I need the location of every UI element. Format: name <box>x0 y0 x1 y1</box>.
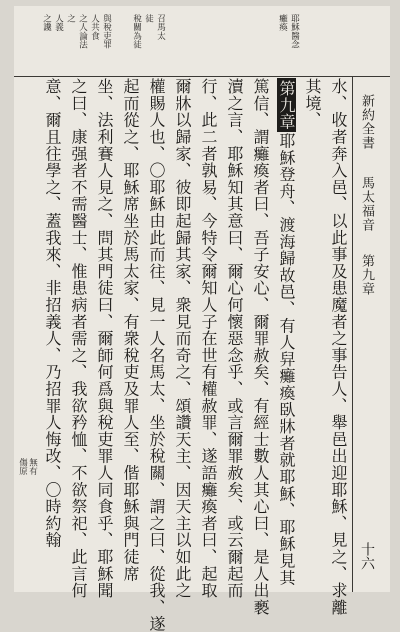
body-line-2: 其境、 <box>303 78 322 129</box>
body-line-8: 權賜人也、〇耶穌由此而往、見一人名馬太、坐於稅關、謂之曰、從我、遂 <box>147 78 166 632</box>
body-line-3: 耶穌登舟、渡海歸故邑、有人舁癱瘓臥牀者就耶穌、耶穌見其 <box>277 132 296 587</box>
note-top-right-1: 耶穌醫念 <box>289 14 300 49</box>
note-top-left-3: 稅關為徒 <box>131 14 142 49</box>
note-far-left-2: 人義 <box>53 14 64 32</box>
body-line-12: 意、爾且往學之、蓋我來、非招義人、乃招罪人悔改、〇時約翰 <box>43 78 62 549</box>
running-book <box>360 176 373 232</box>
body-line-11: 之曰、康强者不需醫士、惟患病者需之、我欲矜恤、不欲祭祀、此言何 <box>69 78 88 599</box>
book-page <box>14 6 390 632</box>
body-line-5: 瀆之言、耶穌知其意曰、爾心何懷惡念乎、或言爾罪赦矣、或云爾起而 <box>225 78 244 599</box>
body-line-10: 坐、法利賽人見之、問其門徒曰、爾師何爲與稅吏罪人同食乎、耶穌聞 <box>95 78 114 599</box>
book-title: 新約全書 <box>359 94 374 150</box>
note-far-left-3: 之讒 <box>41 14 52 32</box>
chapter-heading: 第九章 <box>277 80 296 131</box>
body-line-7: 爾牀以歸家、彼即起歸其家、衆見而奇之、頌讚天主、因天主以如此之 <box>173 78 192 599</box>
note-top-left2-2: 人共食 <box>89 14 100 41</box>
top-rule <box>14 76 390 77</box>
book-name: 馬太福音 <box>359 176 374 232</box>
body-line-4: 篤信、謂癱瘓者曰、吾子安心、爾罪赦矣、有經士數人其心曰、是人出褻 <box>251 78 270 616</box>
body-line-9: 起而從之、耶穌席坐於馬太家、有衆稅吏及罪人至、偕耶穌與門徒席 <box>121 78 140 582</box>
body-line-1: 水、收者奔入邑、以此事及患魔者之事告人、舉邑出迎耶穌、見之、求離 <box>329 78 348 616</box>
note-far-left-1: 之 <box>65 14 76 23</box>
note-top-right-2: 癱瘓 <box>277 14 288 32</box>
header-rule <box>352 76 353 592</box>
note-top-left-2: 徒 <box>143 14 154 23</box>
body-line-6: 行、此二者孰易、今特令爾知人子在世有權赦罪、遂語癱瘓者曰、起取 <box>199 78 218 599</box>
running-chapter <box>360 254 373 296</box>
note-bottom-1: 無有 <box>27 458 38 476</box>
chapter-label: 第九章 <box>359 254 374 296</box>
page-number: 十六 <box>359 542 375 570</box>
running-title <box>360 94 373 150</box>
note-top-left2-1: 與稅吏罪 <box>101 14 112 49</box>
note-top-left2-3: 之人論法 <box>77 14 88 49</box>
note-bottom-2: 傷原 <box>17 458 28 476</box>
note-top-left-1: 召馬太 <box>155 14 166 41</box>
body-line-3-wrap <box>278 78 294 586</box>
